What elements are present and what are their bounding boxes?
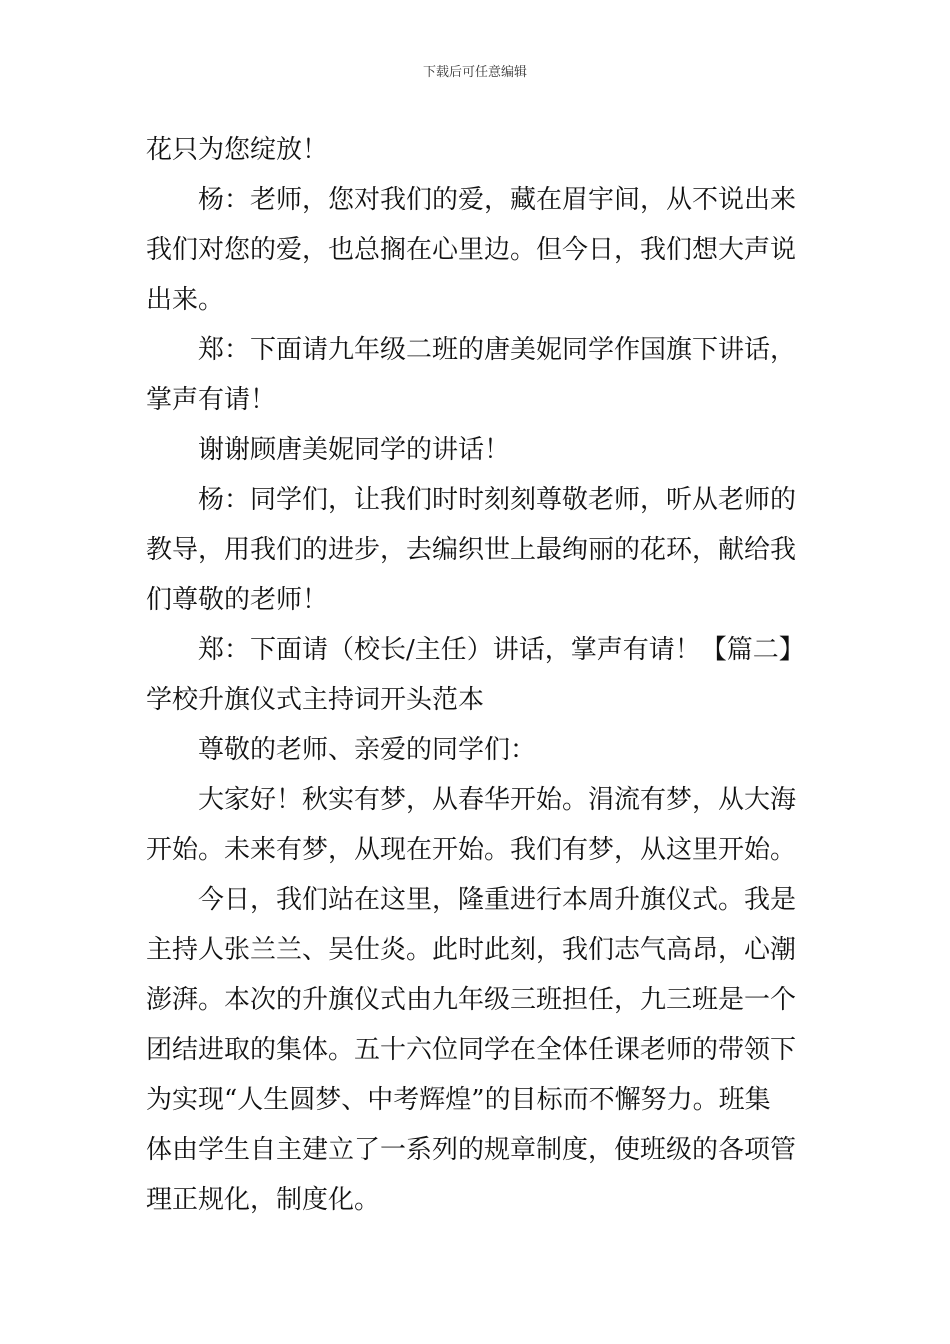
text-line: 杨：同学们，让我们时时刻刻尊敬老师，听从老师的 [198,485,797,515]
text-line: 团结进取的集体。五十六位同学在全体任课老师的带领下 [146,1035,797,1065]
text-line: 们尊敬的老师！ [146,585,329,615]
page-header-note: 下载后可任意编辑 [422,65,527,80]
text-line: 主持人张兰兰、吴仕炎。此时此刻，我们志气高昂，心潮 [146,935,797,965]
text-line: 教导，用我们的进步，去编织世上最绚丽的花环，献给我 [146,535,797,565]
text-line: 出来。 [146,285,225,315]
text-line: 花只为您绽放！ [146,135,329,165]
text-line: 郑：下面请九年级二班的唐美妮同学作国旗下讲话， [198,335,797,365]
text-line: 谢谢顾唐美妮同学的讲话！ [198,435,511,465]
text-line: 体由学生自主建立了一系列的规章制度，使班级的各项管 [146,1135,797,1165]
text-line: 我们对您的爱，也总搁在心里边。但今日，我们想大声说 [146,235,797,265]
text-line: 澎湃。本次的升旗仪式由九年级三班担任，九三班是一个 [146,985,797,1015]
text-line: 开始。未来有梦，从现在开始。我们有梦，从这里开始。 [146,835,797,865]
text-line: 大家好！秋实有梦，从春华开始。涓流有梦，从大海 [198,785,797,815]
text-line: 尊敬的老师、亲爱的同学们： [198,735,537,765]
text-line: 理正规化，制度化。 [146,1185,381,1215]
text-line: 为实现“人生圆梦、中考辉煌”的目标而不懈努力。班集 [146,1085,771,1115]
document-body [146,125,806,1225]
text-line: 杨：老师，您对我们的爱，藏在眉宇间，从不说出来 [198,185,797,215]
text-line: 郑：下面请（校长/主任）讲话，掌声有请！【篇二】 [198,635,805,665]
text-line: 学校升旗仪式主持词开头范本 [146,685,485,715]
text-line: 掌声有请！ [146,385,277,415]
text-line: 今日，我们站在这里，隆重进行本周升旗仪式。我是 [198,885,797,915]
